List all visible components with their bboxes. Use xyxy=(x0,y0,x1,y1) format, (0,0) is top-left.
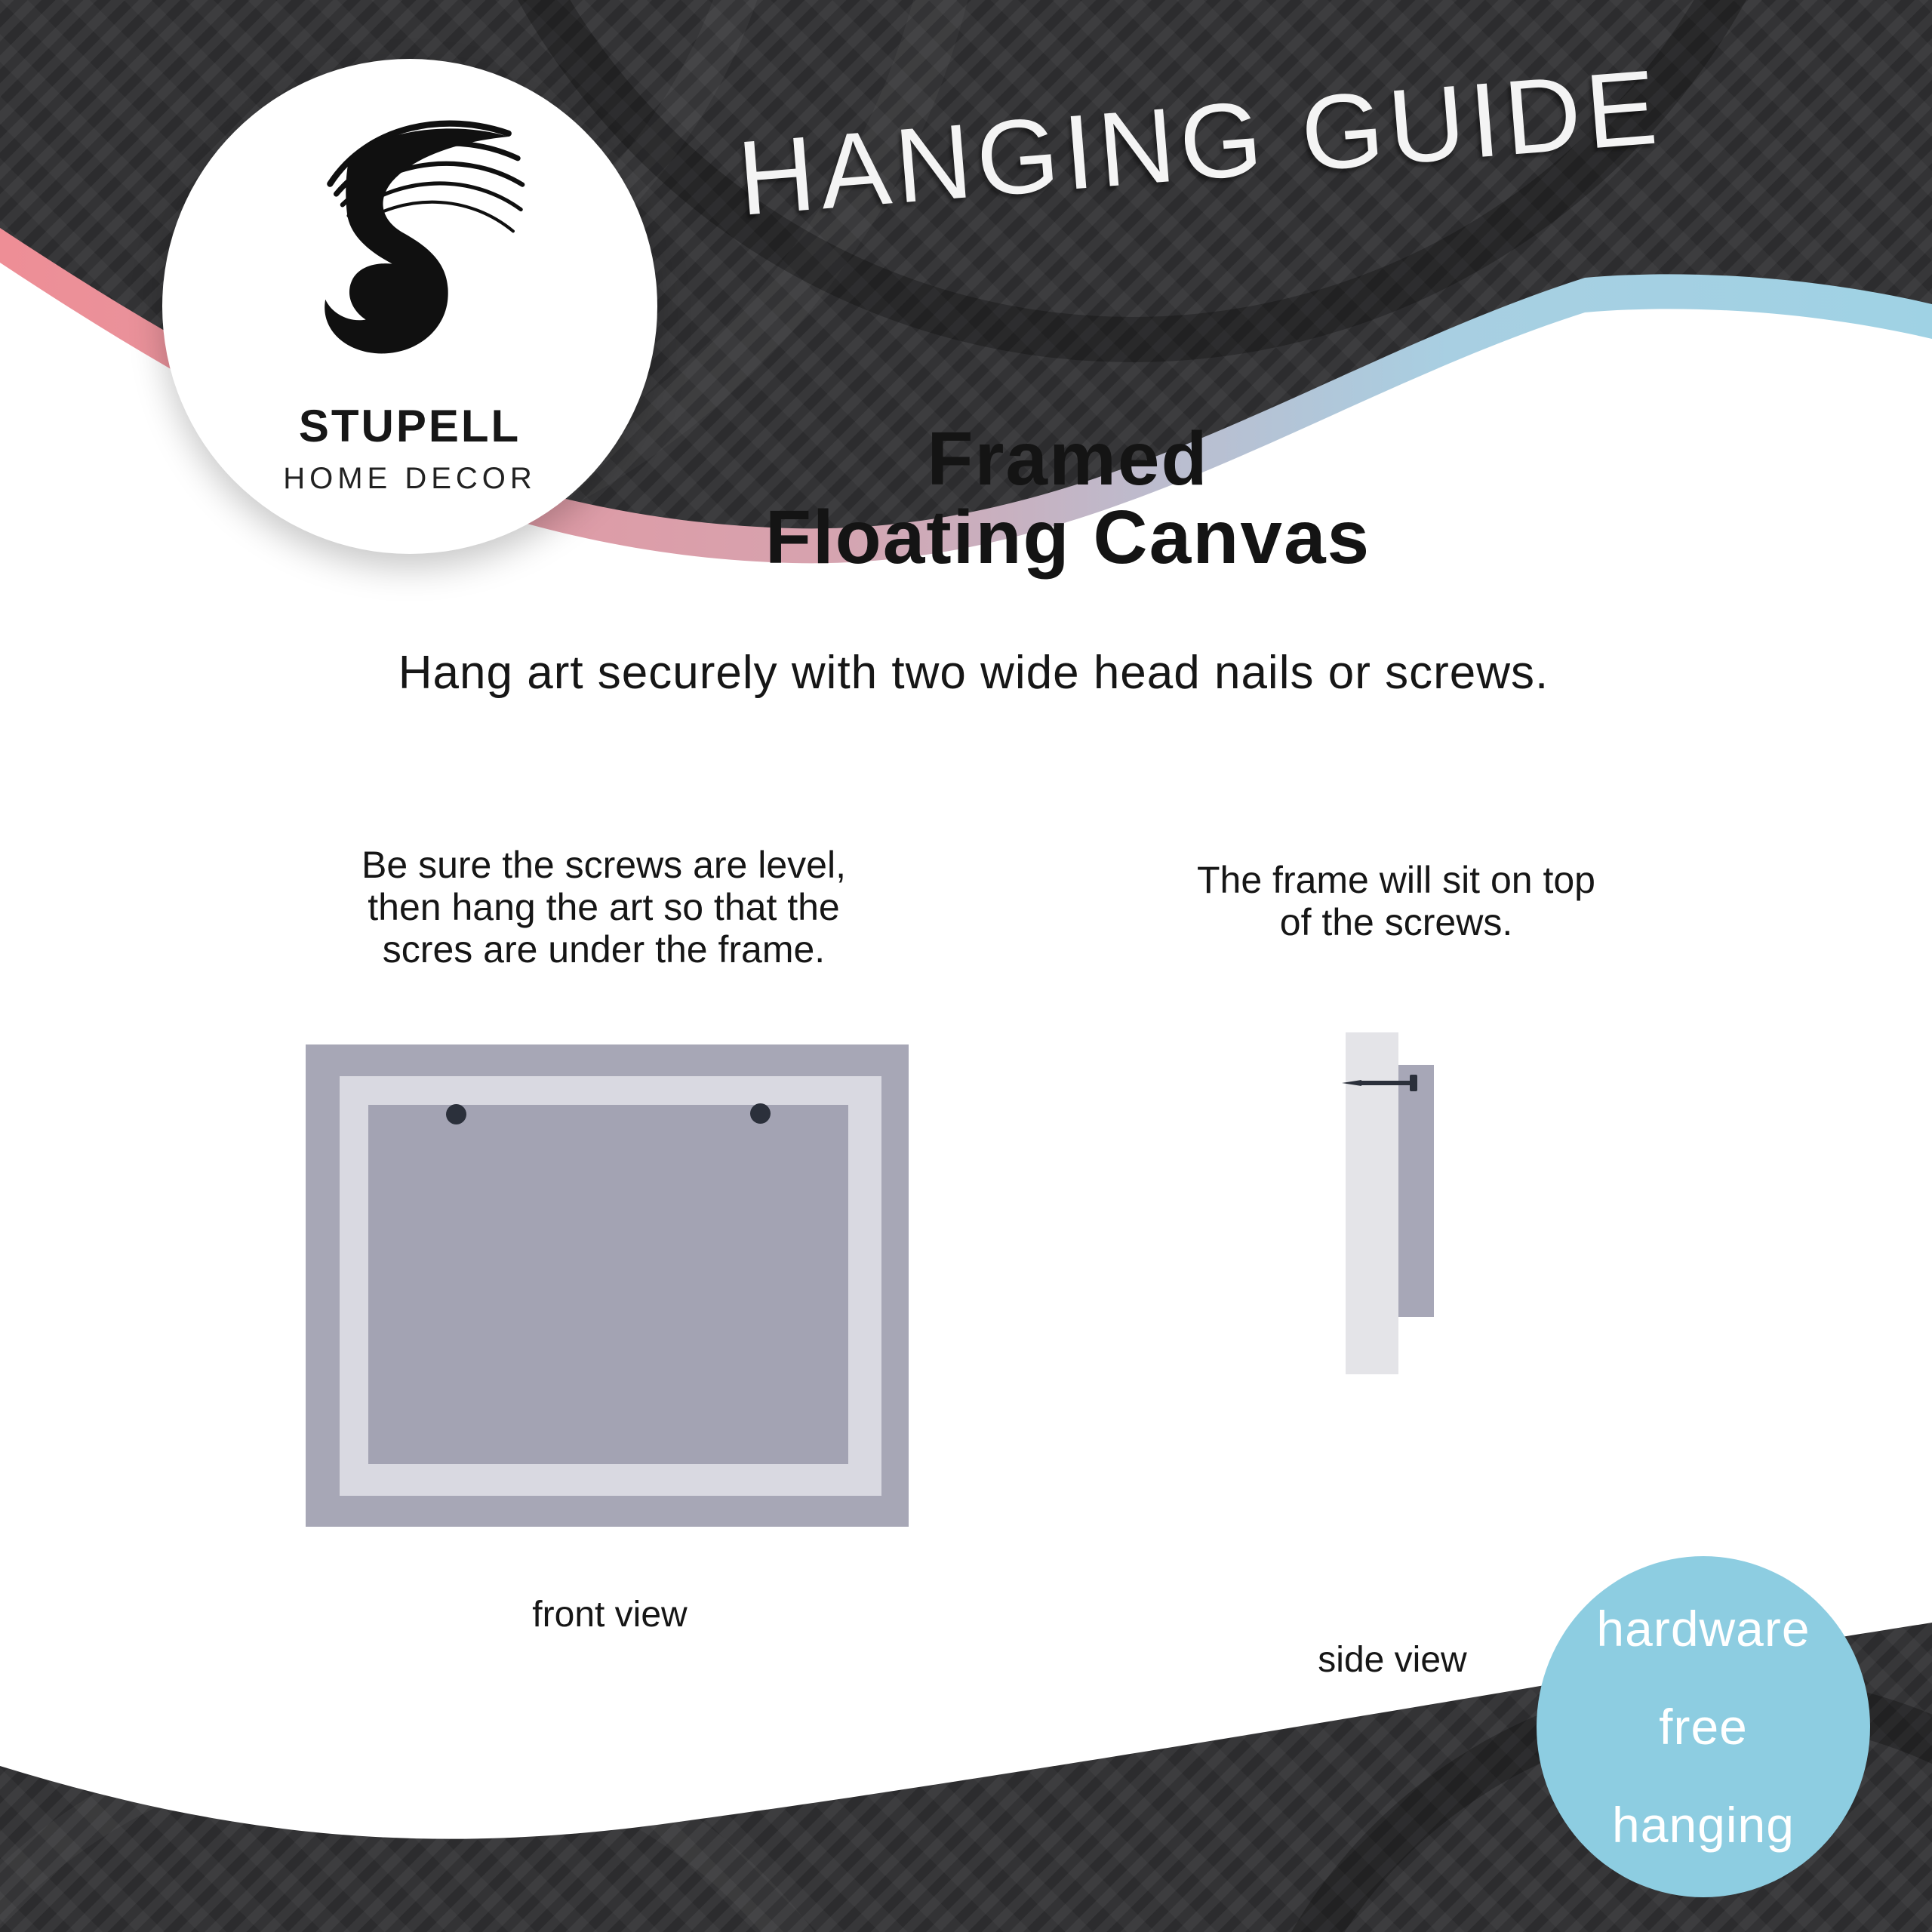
brand-logo-circle xyxy=(162,59,657,554)
badge-line3: hanging xyxy=(1612,1797,1795,1853)
screw-dot-right xyxy=(750,1103,771,1124)
brand-tagline: HOME DECOR xyxy=(283,462,537,495)
side-view-canvas-bar xyxy=(1398,1065,1434,1317)
front-view-caption: front view xyxy=(532,1595,688,1635)
front-view-diagram-frame xyxy=(306,1044,909,1527)
product-title-line1: Framed xyxy=(927,417,1209,501)
front-instr-line2: then hang the art so that the xyxy=(368,886,840,928)
front-view-frame-mat xyxy=(340,1076,881,1496)
badge-line1: hardware xyxy=(1596,1601,1810,1657)
screw-dot-left xyxy=(446,1104,466,1124)
front-view-canvas xyxy=(368,1105,848,1464)
side-view-instructions xyxy=(1147,859,1645,943)
side-instr-line2: of the screws. xyxy=(1279,901,1513,943)
nail-icon xyxy=(1342,1073,1420,1093)
badge-line2: free xyxy=(1659,1699,1748,1755)
product-title-line2: Floating Canvas xyxy=(764,495,1371,580)
front-instr-line3: scres are under the frame. xyxy=(382,928,826,971)
stupell-s-swirl-icon xyxy=(275,110,532,389)
front-view-instructions xyxy=(309,844,898,971)
instruction-subtitle: Hang art securely with two wide head nails or screws. xyxy=(398,647,1549,699)
product-title xyxy=(691,417,1445,580)
brand-name: STUPELL xyxy=(298,401,521,451)
hardware-free-badge xyxy=(1537,1556,1870,1897)
side-view-caption: side view xyxy=(1318,1640,1467,1680)
page-title: HANGING GUIDE xyxy=(734,47,1666,238)
side-instr-line1: The frame will sit on top xyxy=(1197,859,1595,901)
front-instr-line1: Be sure the screws are level, xyxy=(361,844,846,886)
